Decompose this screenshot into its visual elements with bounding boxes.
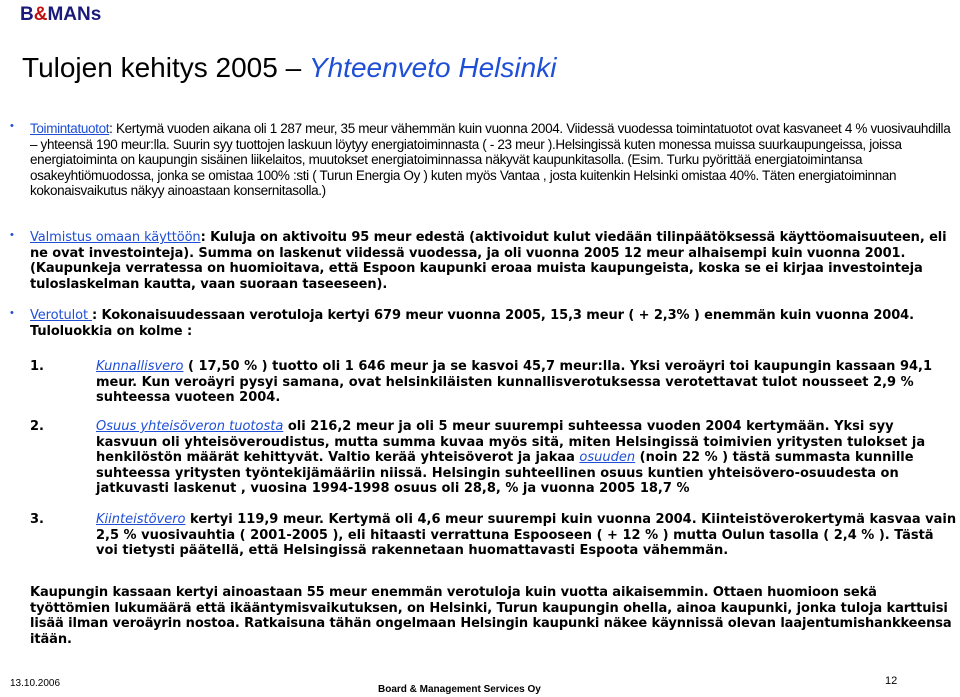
bullet-valmistus (30, 230, 955, 292)
bullet-text: : Kuluja on aktivoitu 95 meur edestä (aktivoidut kulut viedään tilinpäätöksessä käyttöomaisuuteen, eli ne ovat investointeja). Summa on laskenut viidessä vuodessa, ja oli vuonna 2005 12 meur alhaisempi kuin vuonna 2001. (Kaupunkeja verratessa on huomioitava, että Espoon kaupunki eroaa muista kaupungeista, koska se ei kirjaa investointeja tuloslaskelman kautta, vaan suoraan taseeseen). (30, 230, 947, 292)
title-main: Tulojen kehitys 2005 (22, 52, 278, 83)
keyword-kiinteistovero: Kiinteistövero (96, 512, 186, 527)
bullet-text: : Kertymä vuoden aikana oli 1 287 meur, 35 meur vähemmän kuin vuonna 2004. Viidessä vuodessa toimintatuotot ovat kasvaneet 4 % vuosivauhdilla – yhteensä 190 meur:lla. Suurin syy tuottojen laskuun löytyy energiatoiminnasta ( - 23 meur ).Helsingissä kuten monessa muissa suurkaupungeissa, joissa energiatoiminta on kaupungin sisäinen liikelaitos, muutokset energiatoiminnassa näkyvät kaupunkitasolla. (Esim. Turku pyörittää energiatoimintansa osakeyhtiömuodossa, jonka se omistaa 100% :sti ( Turun Energia Oy ) kuten myös Vantaa , josta kuitenkin Helsinki omistaa 40%. Täten energiatoiminnan kokonaisvaikutus näkyy ainoastaan konsernitasolla.) (30, 121, 951, 198)
list-item-text: ( 17,50 % ) tuotto oli 1 646 meur ja se kasvoi 45,7 meur:lla. Yksi veroäyri toi kaupungin kassaan 94,1 meur. Kun veroäyri pysyi samana, ovat helsinkiläisten kunnallisverotuksessa verotettavat tulot nousseet 2,9 % suhteessa vuoteen 2004. (96, 359, 933, 405)
page-title (22, 52, 556, 84)
list-number: 2. (30, 419, 44, 434)
list-item-text-2: (noin 22 % ) tästä summasta kunnille suhteessa yritysten työntekijämääriin niissä. Helsingin suhteellinen osuus kuntien yhteisövero-osuudesta on jatkuvasti laskenut , vuosina 1994-1998 osuus oli 28,8, % ja vuonna 2005 18,7 % (96, 450, 914, 496)
link-verotulot[interactable]: Verotulot (30, 308, 93, 323)
list-item-text: kertyi 119,9 meur. Kertymä oli 4,6 meur suurempi kuin vuonna 2004. Kiinteistöverokertymä kasvaa vain 2,5 % vuosivauhtia ( 2001-2005 ), eli hitaasti verrattuna Espooseen ( + 12 % ) mutta Oulun tasolla ( 2,4 % ). Tästä voi tietysti päätellä, että Helsingissä rakennetaan huomattavasti Espoota vähemmän. (96, 512, 957, 558)
bullet-verotulot (30, 308, 955, 339)
summary-paragraph: Kaupungin kassaan kertyi ainoastaan 55 meur enemmän verotuloja kuin vuotta aikaisemmin. Ottaen huomioon sekä työttömien lukumäärä että ikääntymisvaikutuksen, on Helsinki, Turun kaupungin ohella, ainoa kaupunki, jonka tuloja karttuisi lisää ilman veroäyrin nostoa. Ratkaisuna tähän ongelmaan Helsingin kaupunki näkee käynnissä olevan laajentumishankkeensa itään. (30, 585, 952, 647)
bullet-text: : Kokonaisuudessaan verotuloja kertyi 679 meur vuonna 2005, 15,3 meur ( + 2,3% ) enemmän kuin vuonna 2004. Tuloluokkia on kolme : (30, 308, 914, 339)
list-item-text: oli 216,2 meur ja oli 5 meur suurempi suhteessa vuoden 2004 kertymään. Yksi syy kasvuun oli yhteisöveroudistus, mutta summa kuvaa myös sitä, miten Helsingissä toimivien yritysten tulokset ja henkilöstön määrät kehittyvät. Valtio kerää yhteisöverot ja jakaa (96, 419, 926, 465)
company-logo (20, 4, 101, 26)
list-number: 1. (30, 359, 44, 374)
logo-text-b: B (20, 4, 34, 25)
bullet-toimintatuotot (30, 121, 955, 199)
list-number: 3. (30, 512, 44, 527)
bullet-marker: • (10, 120, 14, 132)
bullet-marker: • (10, 229, 14, 241)
title-dash: – (285, 52, 302, 83)
logo-ampersand: & (33, 4, 48, 25)
title-accent: Yhteenveto Helsinki (308, 52, 557, 83)
logo-text-mans: MANs (47, 4, 102, 25)
keyword-osuuden: osuuden (579, 450, 636, 465)
page-number: 12 (885, 675, 898, 687)
footer-date: 13.10.2006 (10, 678, 61, 689)
footer-company: Board & Management Services Oy (378, 684, 541, 695)
list-item-yhteisovero (96, 419, 958, 497)
link-valmistus[interactable]: Valmistus omaan käyttöön (30, 230, 201, 245)
keyword-kunnallisvero: Kunnallisvero (96, 359, 184, 374)
list-item-kiinteistovero (96, 512, 958, 559)
list-item-kunnallisvero (96, 359, 958, 406)
bullet-marker: • (10, 307, 14, 319)
keyword-yhteisovero: Osuus yhteisöveron tuotosta (96, 419, 284, 434)
link-toimintatuotot[interactable]: Toimintatuotot (30, 121, 110, 136)
